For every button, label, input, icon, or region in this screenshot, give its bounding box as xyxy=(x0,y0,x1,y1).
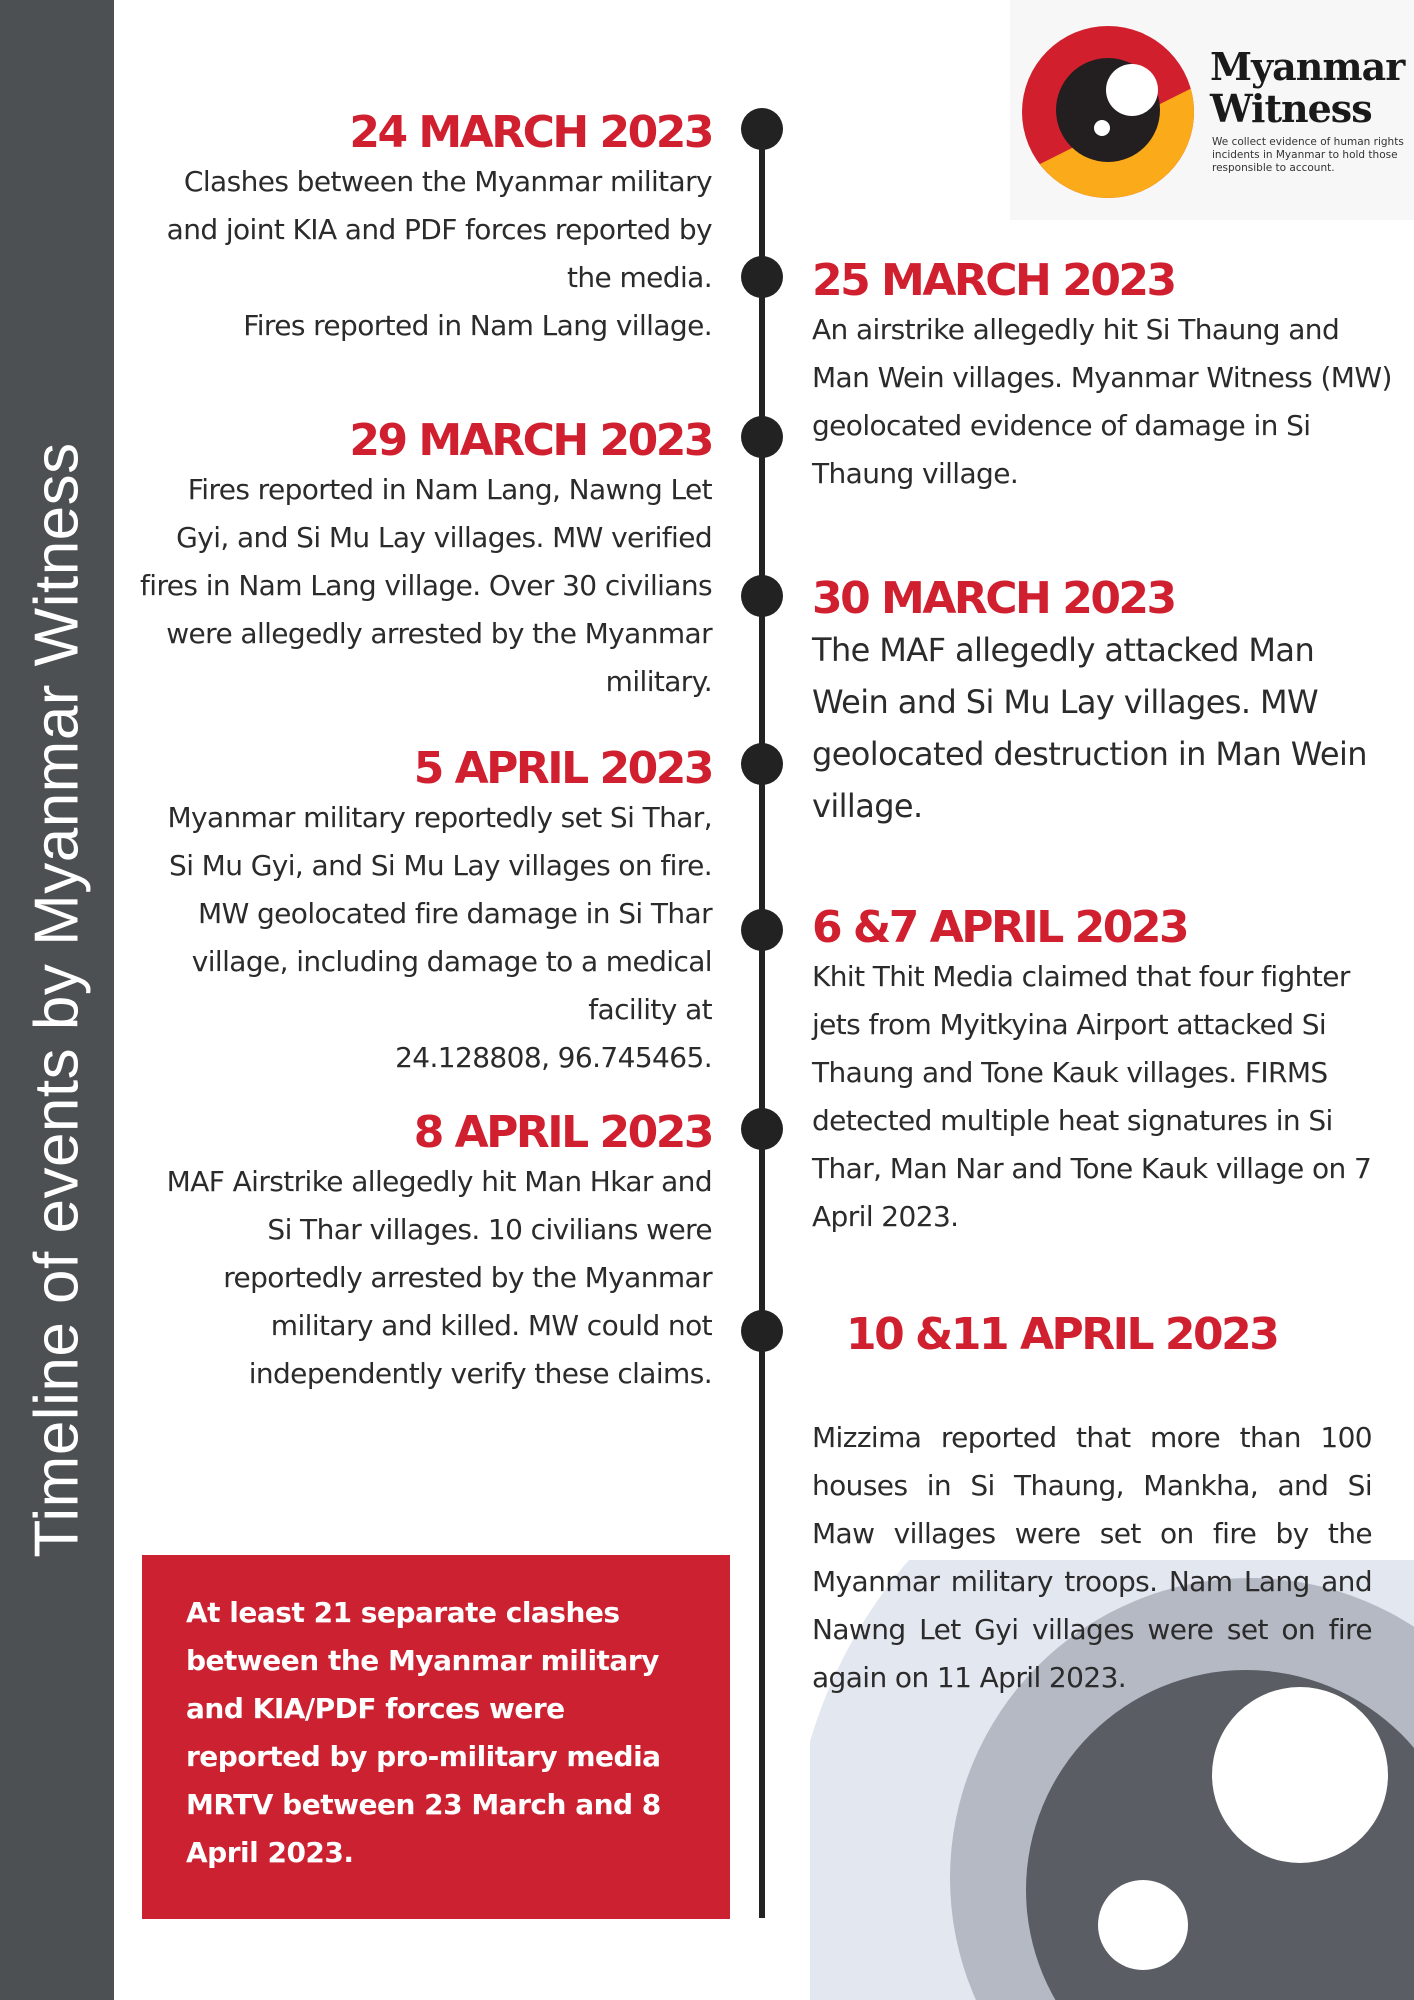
summary-callout xyxy=(142,1555,730,1919)
event-description xyxy=(812,624,1372,832)
event-text: Fires reported in Nam Lang, Nawng Let Gyi, and Si Mu Lay villages. MW verified fires in Nam Lang village. Over 30 civilians were allegedly arrested by the Myanmar military. xyxy=(140,473,712,698)
event-text: Myanmar military reportedly set Si Thar, Si Mu Gyi, and Si Mu Lay villages on fire. MW geolocated fire damage in Si Thar village, including damage to a medical facility at xyxy=(167,801,712,1026)
timeline-dot xyxy=(741,1108,783,1150)
timeline-dot xyxy=(741,1310,783,1352)
timeline-dot xyxy=(741,108,783,150)
event-text: Fires reported in Nam Lang village. xyxy=(243,309,712,342)
event-date: 6 &7 APRIL 2023 xyxy=(812,902,1188,953)
timeline-event xyxy=(136,744,712,1082)
event-description xyxy=(812,1414,1372,1702)
timeline-dot xyxy=(741,256,783,298)
event-description xyxy=(140,1158,712,1398)
brand-name-line1: Myanmar xyxy=(1210,44,1405,89)
event-text: The MAF allegedly attacked Man Wein and Si Mu Lay villages. MW geolocated destruction in Man Wein village. xyxy=(812,631,1367,825)
event-description xyxy=(812,306,1392,498)
event-date: 5 APRIL 2023 xyxy=(413,743,712,794)
timeline-event xyxy=(140,416,712,706)
event-text: Mizzima reported that more than 100 houses in Si Thaung, Mankha, and Si Maw villages were set on fire by the Myanmar military troops. Nam Lang and Nawng Let Gyi villages were set on fire again on 11 April 2023. xyxy=(812,1421,1372,1694)
event-description xyxy=(140,466,712,706)
event-date: 29 MARCH 2023 xyxy=(349,415,712,466)
brand-logo-icon xyxy=(1020,24,1196,200)
event-date: 30 MARCH 2023 xyxy=(812,573,1175,624)
timeline-event xyxy=(812,256,1392,498)
brand-name xyxy=(1210,46,1410,130)
event-description xyxy=(812,953,1372,1241)
timeline-dot xyxy=(741,416,783,458)
timeline-dot xyxy=(741,743,783,785)
callout-text: At least 21 separate clashes between the Myanmar military and KIA/PDF forces were reported by pro-military media MRTV between 23 March and 8 April 2023. xyxy=(186,1596,661,1869)
brand-name-line2: Witness xyxy=(1210,86,1372,131)
timeline-axis xyxy=(759,128,765,1918)
event-text: 24.128808, 96.745465. xyxy=(395,1041,712,1074)
event-text: Khit Thit Media claimed that four fighter jets from Myitkyina Airport attacked Si Thaung and Tone Kauk villages. FIRMS detected multiple heat signatures in Si Thar, Man Nar and Tone Kauk village on 7 April 2023. xyxy=(812,960,1372,1233)
timeline-event xyxy=(812,1310,1372,1702)
timeline-event xyxy=(140,108,712,350)
timeline-event xyxy=(812,903,1372,1241)
sidebar-band xyxy=(0,0,114,2000)
event-text: An airstrike allegedly hit Si Thaung and Man Wein villages. Myanmar Witness (MW) geolocated evidence of damage in Si Thaung village. xyxy=(812,313,1392,490)
timeline-event xyxy=(812,574,1372,832)
timeline-event xyxy=(140,1108,712,1398)
event-date: 24 MARCH 2023 xyxy=(349,107,712,158)
event-text: Clashes between the Myanmar military and joint KIA and PDF forces reported by the media. xyxy=(166,165,712,294)
brand-tagline: We collect evidence of human rights incidents in Myanmar to hold those responsible to account. xyxy=(1212,136,1404,174)
event-date: 10 &11 APRIL 2023 xyxy=(846,1309,1278,1360)
timeline-dot xyxy=(741,575,783,617)
page-title: Timeline of events by Myanmar Witness xyxy=(22,442,92,1558)
event-date: 8 APRIL 2023 xyxy=(413,1107,712,1158)
event-date: 25 MARCH 2023 xyxy=(812,255,1175,306)
event-description xyxy=(140,158,712,350)
timeline-dot xyxy=(741,909,783,951)
event-description xyxy=(136,794,712,1082)
event-text: MAF Airstrike allegedly hit Man Hkar and Si Thar villages. 10 civilians were reportedly arrested by the Myanmar military and killed. MW could not independently verify these claims. xyxy=(166,1165,712,1390)
